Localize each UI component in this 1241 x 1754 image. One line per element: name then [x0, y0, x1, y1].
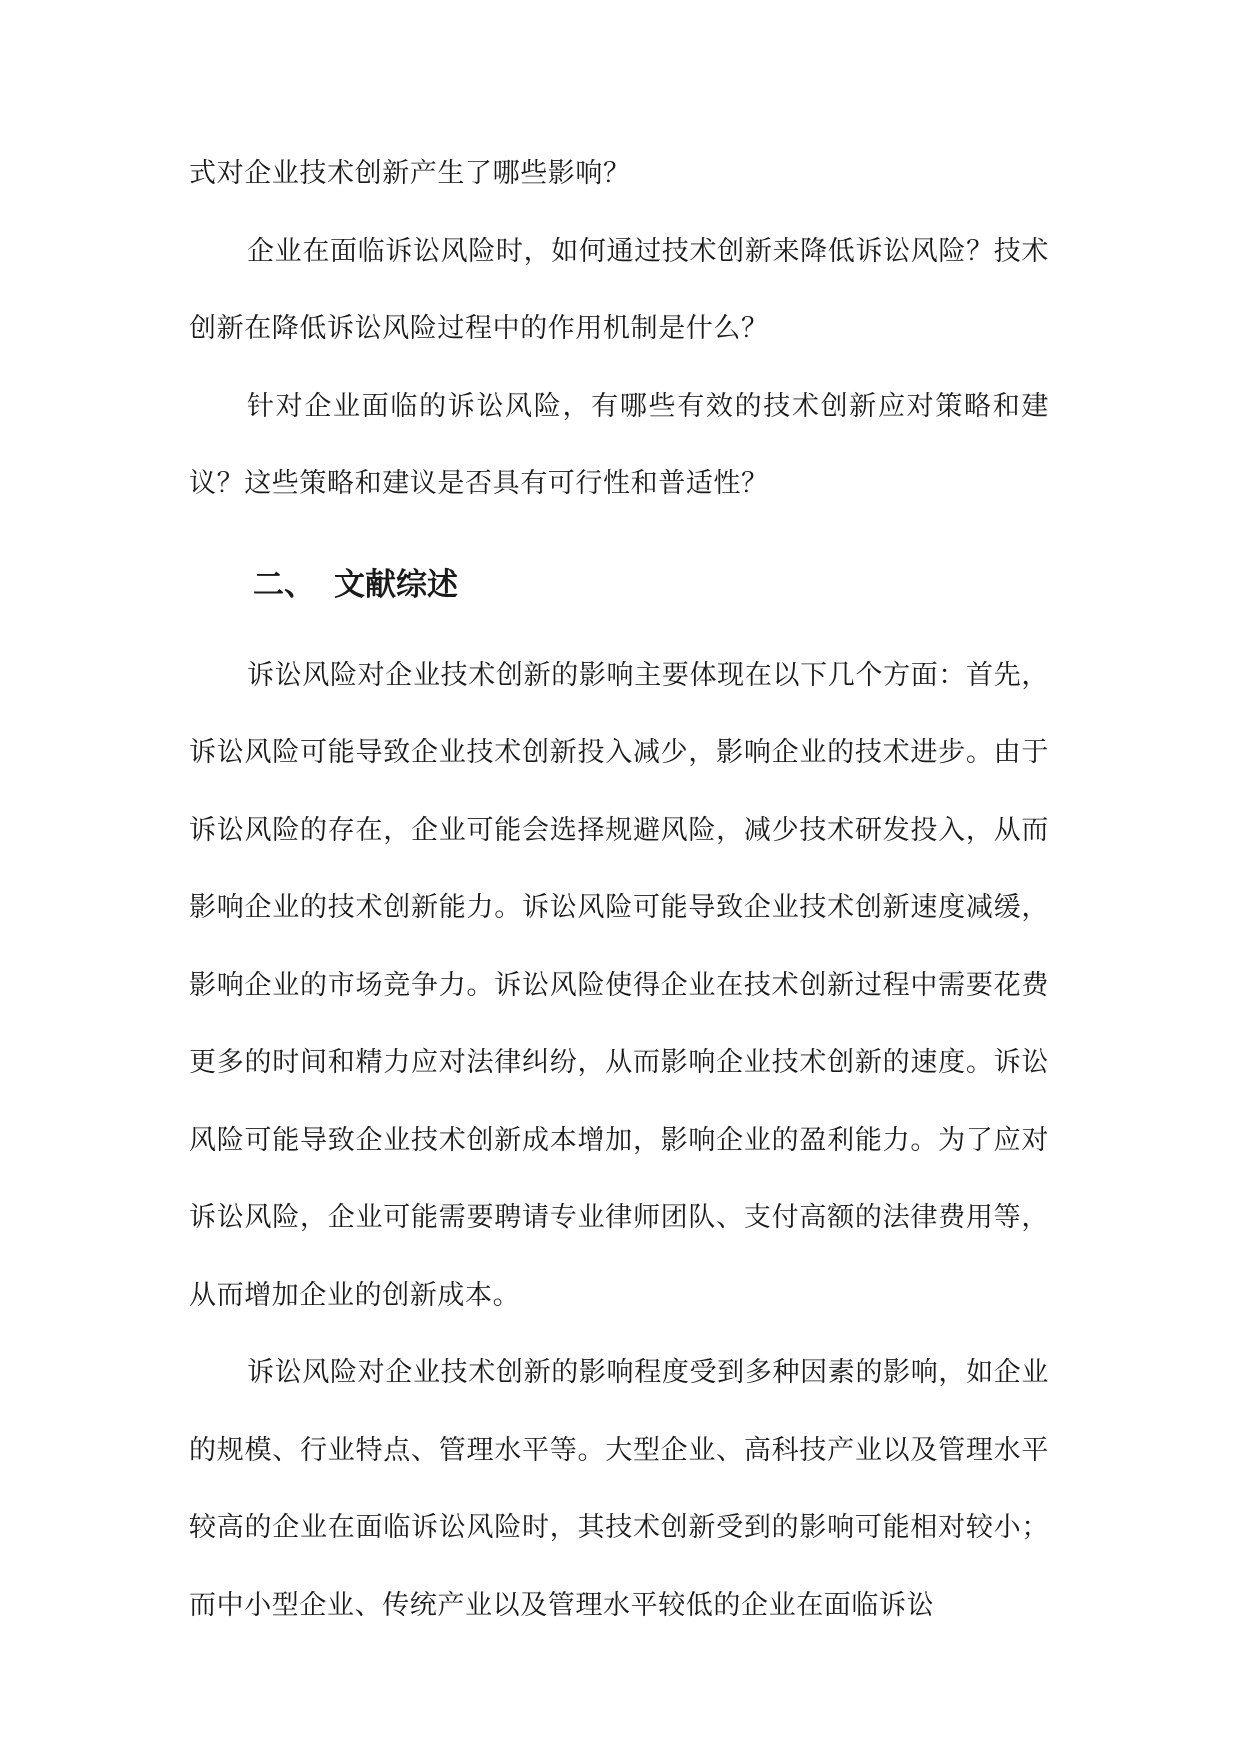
paragraph-question-2: 企业在面临诉讼风险时，如何通过技术创新来降低诉讼风险？技术创新在降低诉讼风险过程中的作用机制是什么？	[189, 235, 1049, 344]
section-heading-literature-review	[189, 555, 1049, 615]
paragraph-litreview-1: 诉讼风险对企业技术创新的影响主要体现在以下几个方面：首先，诉讼风险可能导致企业技术创新投入减少，影响企业的技术进步。由于诉讼风险的存在，企业可能会选择规避风险，减少技术研发投入，从而影响企业的技术创新能力。诉讼风险可能导致企业技术创新速度减缓，影响企业的市场竞争力。诉讼风险使得企业在技术创新过程中需要花费更多的时间和精力应对法律纠纷，从而影响企业技术创新的速度。诉讼风险可能导致企业技术创新成本增加，影响企业的盈利能力。为了应对诉讼风险，企业可能需要聘请专业律师团队、支付高额的法律费用等，从而增加企业的创新成本。	[189, 659, 1049, 1311]
paragraph-litreview-2: 诉讼风险对企业技术创新的影响程度受到多种因素的影响，如企业的规模、行业特点、管理水平等。大型企业、高科技产业以及管理水平较高的企业在面临诉讼风险时，其技术创新受到的影响可能相对较小；而中小型企业、传统产业以及管理水平较低的企业在面临诉讼	[189, 1357, 1049, 1621]
paragraph-continuation: 式对企业技术创新产生了哪些影响？	[189, 158, 631, 189]
paragraph-question-3: 针对企业面临的诉讼风险，有哪些有效的技术创新应对策略和建议？这些策略和建议是否具有可行性和普适性？	[189, 390, 1049, 499]
section-number: 二、	[253, 566, 315, 603]
document-body	[189, 135, 1049, 1644]
section-title: 文献综述	[334, 566, 458, 603]
